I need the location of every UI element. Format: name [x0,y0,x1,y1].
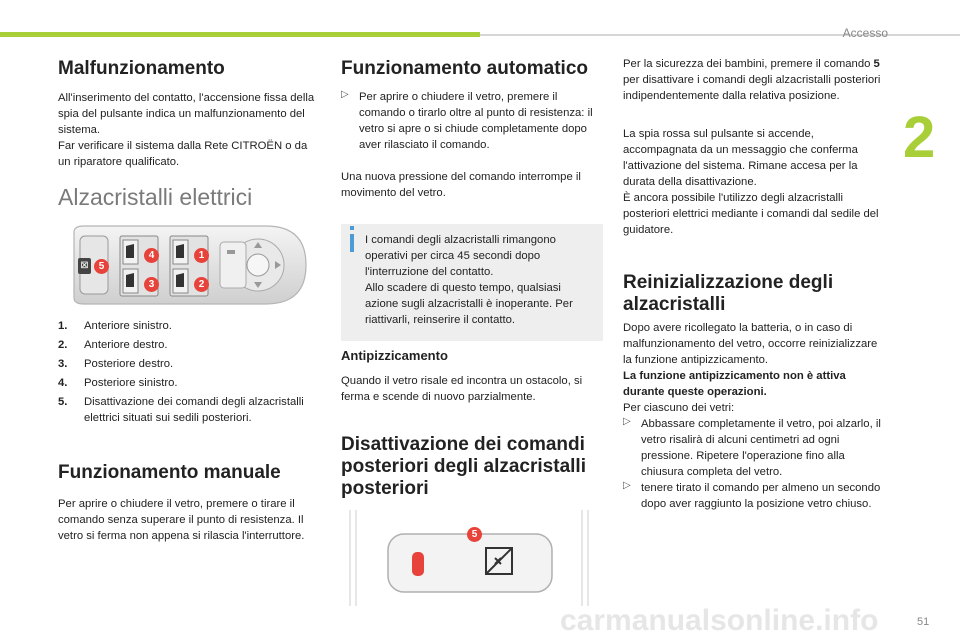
warning-light-paragraph: La spia rossa sul pulsante si accende, accompagnata da un messaggio che conferma l'attivazione del sistema. Rimane accesa per la durata della disattivazione. [623,128,858,188]
reinitialisation-paragraph: Dopo avere ricollegato la batteria, o in caso di malfunzionamento del vetro, occorre reinizializzare la funzione antipizzicamento. [623,322,878,366]
each-window-intro: Per ciascuno dei vetri: [623,402,735,414]
switch-legend-list [58,318,320,429]
header-rule [480,34,960,36]
rear-lock-button-illustration [348,510,592,606]
list-item: 2. Anteriore destro. [58,339,168,351]
info-box [341,224,603,341]
manual-operation-heading: Funzionamento manuale [58,462,281,483]
anti-pinch-inactive-note: La funzione antipizzicamento non è attiva durante queste operazioni. [623,370,846,398]
callout-badge-1: 1 [194,248,209,263]
triangle-right-icon: ▷ [623,480,631,491]
section-label: Accesso [842,26,888,40]
malfunction-paragraph-2: Far verificare il sistema dalla Rete CITROËN o da un riparatore qualificato. [58,140,308,168]
chapter-number: 2 [903,105,936,170]
driver-control-paragraph: È ancora possibile l'utilizzo degli alzacristalli posteriori elettrici mediante i comandi dal sedile del guidatore. [623,192,879,236]
list-item: 4. Posteriore sinistro. [58,377,178,389]
anti-pinch-heading: Antipizzicamento [341,348,448,363]
window-lock-icon: ⊠ [78,258,91,274]
automatic-operation-heading: Funzionamento automatico [341,58,588,79]
malfunction-paragraph-1: All'inserimento del contatto, l'accensione fissa della spia del pulsante indica un malfunzionamento del sistema. [58,92,315,136]
header-accent-bar [0,32,480,37]
triangle-right-icon: ▷ [341,89,349,100]
reinit-bullet-1: ▷ Abbassare completamente il vetro, poi alzarlo, il vetro risalirà di alcuni centimetri ad ogni pressione. Ripetere l'operazione fino alla chiusura completa del vetro. [623,416,881,478]
manual-operation-paragraph: Per aprire o chiudere il vetro, premere o tirare il comando senza superare il punto di resistenza. Il vetro si ferma non appena si rilascia l'interruttore. [58,498,305,542]
power-windows-heading: Alzacristalli elettrici [58,184,253,210]
info-icon [350,226,354,230]
list-item: 1. Anteriore sinistro. [58,320,172,332]
watermark: carmanualsonline.info [560,604,879,637]
list-item: 5. Disattivazione dei comandi degli alzacristalli elettrici situati sui sedili posteriori. [58,396,304,424]
malfunction-heading: Malfunzionamento [58,58,225,79]
spacer-svg [16,34,17,35]
info-paragraph-1: I comandi degli alzacristalli rimangono operativi per circa 45 secondi dopo l'interruzione del contatto. [365,234,556,278]
automatic-paragraph: Una nuova pressione del comando interrompe il movimento del vetro. [341,171,581,199]
page-number: 51 [917,616,930,628]
automatic-bullet: ▷ Per aprire o chiudere il vetro, premere il comando o tirarlo oltre al punto di resistenza: il vetro si apre o si chiude completamente dopo aver rilasciato il comando. [341,89,593,151]
reinitialisation-heading: Reinizializzazione degli alzacristalli [623,272,834,315]
reinit-bullet-2: ▷ tenere tirato il comando per almeno un secondo dopo aver raggiunto la posizione vetro chiuso. [623,480,881,510]
callout-badge-5: 5 [94,259,109,274]
callout-badge-2: 2 [194,277,209,292]
child-safety-paragraph: Per la sicurezza dei bambini, premere il comando 5 per disattivare i comandi degli alzacristalli posteriori indipendentemente dalla relativa posizione. [623,58,881,102]
triangle-right-icon: ▷ [623,416,631,427]
anti-pinch-paragraph: Quando il vetro risale ed incontra un ostacolo, si ferma e scende di nuovo parzialmente. [341,375,583,403]
info-paragraph-2: Allo scadere di questo tempo, qualsiasi azione sugli alzacristalli è inoperante. Per riattivarli, reinserire il contatto. [365,282,573,326]
callout-badge-5-rear: 5 [467,527,482,542]
list-item: 3. Posteriore destro. [58,358,174,370]
callout-badge-4: 4 [144,248,159,263]
callout-badge-3: 3 [144,277,159,292]
deactivation-heading: Disattivazione dei comandi posteriori degli alzacristalli posteriori [341,434,586,499]
